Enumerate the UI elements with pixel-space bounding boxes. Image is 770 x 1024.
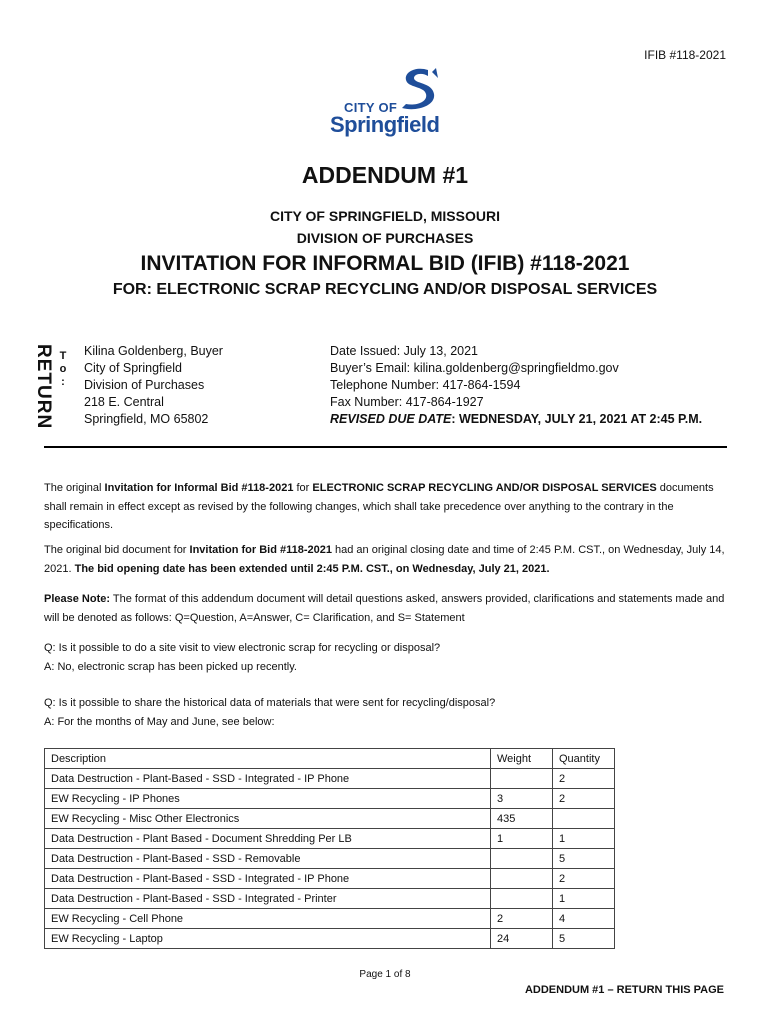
table-cell: 1 [553,829,615,849]
table-cell: 2 [553,789,615,809]
table-cell: 435 [491,809,553,829]
qa-site-visit [44,639,728,676]
address-line: Division of Purchases [84,378,205,392]
paragraph-closing-date [44,541,728,578]
paragraph-original-ifib [44,479,728,535]
table-row [45,849,615,869]
address-line: City of Springfield [84,361,182,375]
table-header-cell: Quantity [553,749,615,769]
text-run: The original [44,482,105,494]
table-cell: EW Recycling - Misc Other Electronics [45,809,491,829]
table-cell [491,889,553,909]
document-reference: IFIB #118-2021 [644,48,726,62]
materials-table [44,748,615,949]
text-run: had an original closing date and time of 2:45 P.M. CST., on Wednesday, July 14, 2021. [44,544,725,575]
table-cell: EW Recycling - Laptop [45,929,491,949]
table-cell: Data Destruction - Plant Based - Document Shredding Per LB [45,829,491,849]
text-run: for [293,482,313,494]
table-cell: 1 [491,829,553,849]
to-label: T o : [59,350,67,388]
table-row [45,829,615,849]
return-label: RETURN [33,344,54,430]
for-heading: FOR: ELECTRONIC SCRAP RECYCLING AND/OR DISPOSAL SERVICES [112,281,658,298]
table-row [45,809,615,829]
return-address [84,343,223,428]
table-cell: 3 [491,789,553,809]
text-run-bold: Invitation for Bid #118-2021 [189,544,332,556]
city-heading: CITY OF SPRINGFIELD, MISSOURI [270,208,500,224]
address-line: Kilina Goldenberg, Buyer [84,344,223,358]
table-cell: Data Destruction - Plant-Based - SSD - Integrated - IP Phone [45,769,491,789]
table-cell: 4 [553,909,615,929]
table-cell [491,869,553,889]
text-run-bold: Please Note: [44,593,111,605]
page-number: Page 1 of 8 [359,969,411,980]
table-cell: Data Destruction - Plant-Based - SSD - Integrated - IP Phone [45,869,491,889]
table-row [45,909,615,929]
text-run: documents shall remain in effect except as revised by the following changes, which shall take precedence over anything to the contrary in the specifications. [44,482,714,531]
text-run: The original bid document for [44,544,190,556]
question: Q: Is it possible to do a site visit to view electronic scrap for recycling or disposal? [44,642,441,654]
table-row [45,789,615,809]
date-issued: Date Issued: July 13, 2021 [330,344,479,358]
table-cell: EW Recycling - Cell Phone [45,909,491,929]
logo-name-text: Springfield [330,112,440,137]
question: Q: Is it possible to share the historical data of materials that were sent for recycling/disposal? [44,697,496,709]
table-row [45,889,615,909]
table-header-cell: Description [45,749,491,769]
address-line: Springfield, MO 65802 [84,412,209,426]
buyer-email[interactable]: Buyer’s Email: kilina.goldenberg@springfieldmo.gov [330,361,619,375]
table-cell: Data Destruction - Plant-Based - SSD - Integrated - Printer [45,889,491,909]
table-cell: 5 [553,849,615,869]
table-cell: 2 [553,769,615,789]
contact-info [330,343,702,428]
address-line: 218 E. Central [84,395,164,409]
text-run-bold: ELECTRONIC SCRAP RECYCLING AND/OR DISPOSAL SERVICES [312,482,657,494]
qa-historical-data [44,694,728,731]
division-heading: DIVISION OF PURCHASES [296,230,474,246]
fax: Fax Number: 417-864-1927 [330,395,484,409]
table-cell: 5 [553,929,615,949]
addendum-title: ADDENDUM #1 [301,162,469,188]
text-run-bold: The bid opening date has been extended until 2:45 P.M. CST., on Wednesday, July 21, 2021. [74,562,550,575]
table-header-row [45,749,615,769]
table-row [45,769,615,789]
table-header-cell: Weight [491,749,553,769]
table-cell [491,849,553,869]
table-cell [491,769,553,789]
city-logo-icon [398,66,438,110]
table-cell [553,809,615,829]
section-divider [44,446,727,448]
table-row [45,869,615,889]
table-cell: Data Destruction - Plant-Based - SSD - Removable [45,849,491,869]
table-cell: EW Recycling - IP Phones [45,789,491,809]
text-run-bold: Invitation for Informal Bid #118-2021 [104,482,294,494]
table-cell: 2 [553,869,615,889]
text-run: The format of this addendum document will detail questions asked, answers provided, clarifications and statements made and will be denoted as follows: Q=Question, A=Answer, C= Clarification, and S= Statement [44,593,725,624]
table-cell: 24 [491,929,553,949]
revised-due-date [330,411,702,428]
due-date-label: REVISED DUE DATE [330,412,452,426]
logo-city-text: CITY OF [344,100,398,115]
invitation-heading: INVITATION FOR INFORMAL BID (IFIB) #118-2021 [140,252,630,275]
paragraph-please-note [44,590,728,627]
telephone: Telephone Number: 417-864-1594 [330,378,521,392]
due-date-value: : WEDNESDAY, JULY 21, 2021 AT 2:45 P.M. [451,412,703,426]
table-cell: 2 [491,909,553,929]
return-this-page-label: ADDENDUM #1 – RETURN THIS PAGE [524,984,724,996]
answer: A: No, electronic scrap has been picked up recently. [44,660,297,673]
answer: A: For the months of May and June, see below: [44,715,275,728]
table-row [45,929,615,949]
city-logo [330,66,442,138]
table-cell: 1 [553,889,615,909]
